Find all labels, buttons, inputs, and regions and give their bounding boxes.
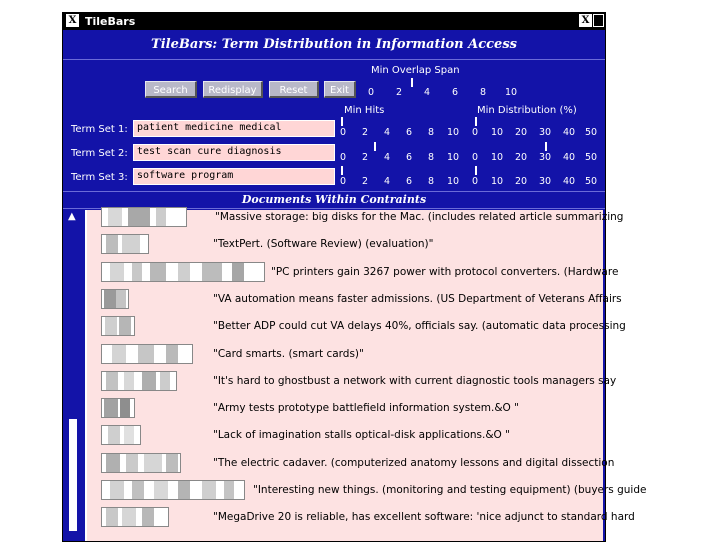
overlap-tick: 2	[395, 87, 403, 98]
list-item[interactable]	[87, 369, 617, 395]
scroll-up-icon[interactable]: ▲	[68, 211, 76, 222]
hits-tick: 8	[427, 152, 435, 163]
dist-tick: 50	[584, 152, 598, 163]
tilebar[interactable]	[101, 207, 187, 227]
document-title[interactable]: "Army tests prototype battlefield information system.&O "	[213, 402, 519, 414]
hits-tick: 4	[383, 152, 391, 163]
tilebar[interactable]	[101, 398, 135, 418]
reset-button[interactable]: Reset	[269, 81, 319, 98]
dist-tick: 10	[490, 176, 504, 187]
hits-tick: 4	[383, 176, 391, 187]
list-item[interactable]	[87, 287, 622, 313]
min-overlap-span-label: Min Overlap Span	[371, 65, 460, 76]
document-title[interactable]: "Better ADP could cut VA delays 40%, officials say. (automatic data processing	[213, 320, 626, 332]
hits-tick: 2	[361, 152, 369, 163]
page-title: TileBars: Term Distribution in Information Access	[151, 37, 517, 52]
hits-tick: 10	[446, 176, 460, 187]
list-item[interactable]	[87, 396, 603, 422]
document-title[interactable]: "PC printers gain 3267 power with protocol converters. (Hardware	[271, 266, 619, 278]
dist-tick: 0	[471, 127, 479, 138]
dist-tick: 40	[562, 127, 576, 138]
hits-tick: 10	[446, 152, 460, 163]
min-distribution-slider-1[interactable]	[475, 117, 477, 126]
min-hits-label: Min Hits	[344, 105, 385, 116]
hits-tick: 10	[446, 127, 460, 138]
hits-tick: 6	[405, 152, 413, 163]
term-set-1-input[interactable]: patient medicine medical	[133, 120, 335, 137]
hits-tick: 6	[405, 127, 413, 138]
overlap-tick: 4	[423, 87, 431, 98]
document-title[interactable]: "MegaDrive 20 is reliable, has excellent software: 'nice adjunct to standard hard	[213, 511, 635, 523]
document-title[interactable]: "Card smarts. (smart cards)"	[213, 348, 364, 360]
dist-tick: 0	[471, 152, 479, 163]
dist-tick: 20	[514, 127, 528, 138]
tilebar[interactable]	[101, 371, 177, 391]
term-set-3-input[interactable]: software program	[133, 168, 335, 185]
tilebar[interactable]	[101, 480, 245, 500]
overlap-tick: 8	[479, 87, 487, 98]
overlap-tick: 6	[451, 87, 459, 98]
document-title[interactable]: "TextPert. (Software Review) (evaluation)"	[213, 238, 434, 250]
document-title[interactable]: "VA automation means faster admissions. (US Department of Veterans Affairs	[213, 293, 622, 305]
list-item[interactable]	[87, 451, 615, 477]
list-item[interactable]	[87, 260, 619, 286]
list-item[interactable]	[87, 423, 603, 449]
hits-tick: 0	[339, 127, 347, 138]
min-hits-slider-1[interactable]	[341, 117, 343, 126]
documents-title: Documents Within Contraints	[241, 193, 427, 206]
term-set-2-input[interactable]: test scan cure diagnosis	[133, 144, 335, 161]
document-title[interactable]: "It's hard to ghostbust a network with current diagnostic tools managers say	[213, 375, 617, 387]
dist-tick: 50	[584, 176, 598, 187]
dist-tick: 10	[490, 152, 504, 163]
close-icon[interactable]: X	[579, 14, 592, 27]
min-distribution-slider-2[interactable]	[545, 142, 547, 151]
dist-tick: 0	[471, 176, 479, 187]
scrollbar-thumb[interactable]	[69, 419, 77, 531]
document-title[interactable]: "Interesting new things. (monitoring and testing equipment) (buyers guide	[253, 484, 647, 496]
hits-tick: 0	[339, 152, 347, 163]
list-item[interactable]	[87, 342, 603, 368]
dist-tick: 10	[490, 127, 504, 138]
hits-tick: 8	[427, 176, 435, 187]
term-set-1-label: Term Set 1:	[71, 124, 128, 135]
list-item[interactable]	[87, 232, 603, 258]
min-hits-slider-3[interactable]	[341, 166, 343, 175]
divider	[63, 59, 605, 60]
dist-tick: 30	[538, 176, 552, 187]
min-overlap-span-slider[interactable]	[411, 78, 413, 87]
exit-button[interactable]: Exit	[324, 81, 356, 98]
list-item[interactable]	[87, 505, 635, 531]
min-distribution-label: Min Distribution (%)	[477, 105, 577, 116]
title-bar[interactable]	[63, 13, 605, 30]
tilebars-window	[62, 12, 647, 542]
hits-tick: 4	[383, 127, 391, 138]
document-title[interactable]: "The electric cadaver. (computerized anatomy lessons and digital dissection	[213, 457, 615, 469]
document-list	[85, 210, 647, 541]
window-menu-icon[interactable]: X	[66, 14, 79, 27]
hits-tick: 6	[405, 176, 413, 187]
tilebar[interactable]	[101, 234, 149, 254]
list-item[interactable]	[87, 478, 647, 504]
list-item[interactable]	[87, 205, 624, 231]
redisplay-button[interactable]: Redisplay	[203, 81, 263, 98]
term-set-3-label: Term Set 3:	[71, 172, 128, 183]
maximize-icon[interactable]	[593, 14, 604, 27]
dist-tick: 40	[562, 176, 576, 187]
overlap-tick: 10	[504, 87, 518, 98]
divider	[63, 191, 605, 192]
min-hits-slider-2[interactable]	[374, 142, 376, 151]
tilebar[interactable]	[101, 507, 169, 527]
hits-tick: 0	[339, 176, 347, 187]
window-title: TileBars	[85, 15, 136, 28]
dist-tick: 40	[562, 152, 576, 163]
document-title[interactable]: "Lack of imagination stalls optical-disk applications.&O "	[213, 429, 510, 441]
dist-tick: 30	[538, 152, 552, 163]
dist-tick: 50	[584, 127, 598, 138]
tilebar[interactable]	[101, 344, 193, 364]
tilebar[interactable]	[101, 289, 129, 309]
overlap-tick: 0	[367, 87, 375, 98]
tilebar[interactable]	[101, 425, 141, 445]
dist-tick: 20	[514, 176, 528, 187]
hits-tick: 2	[361, 176, 369, 187]
dist-tick: 20	[514, 152, 528, 163]
dist-tick: 30	[538, 127, 552, 138]
document-title[interactable]: "Massive storage: big disks for the Mac. (includes related article summarizing	[215, 211, 624, 223]
list-item[interactable]	[87, 314, 626, 340]
tilebar[interactable]	[101, 453, 181, 473]
search-button[interactable]: Search	[145, 81, 197, 98]
term-set-2-label: Term Set 2:	[71, 148, 128, 159]
hits-tick: 8	[427, 127, 435, 138]
min-distribution-slider-3[interactable]	[475, 166, 477, 175]
tilebar[interactable]	[101, 262, 265, 282]
hits-tick: 2	[361, 127, 369, 138]
tilebar[interactable]	[101, 316, 135, 336]
